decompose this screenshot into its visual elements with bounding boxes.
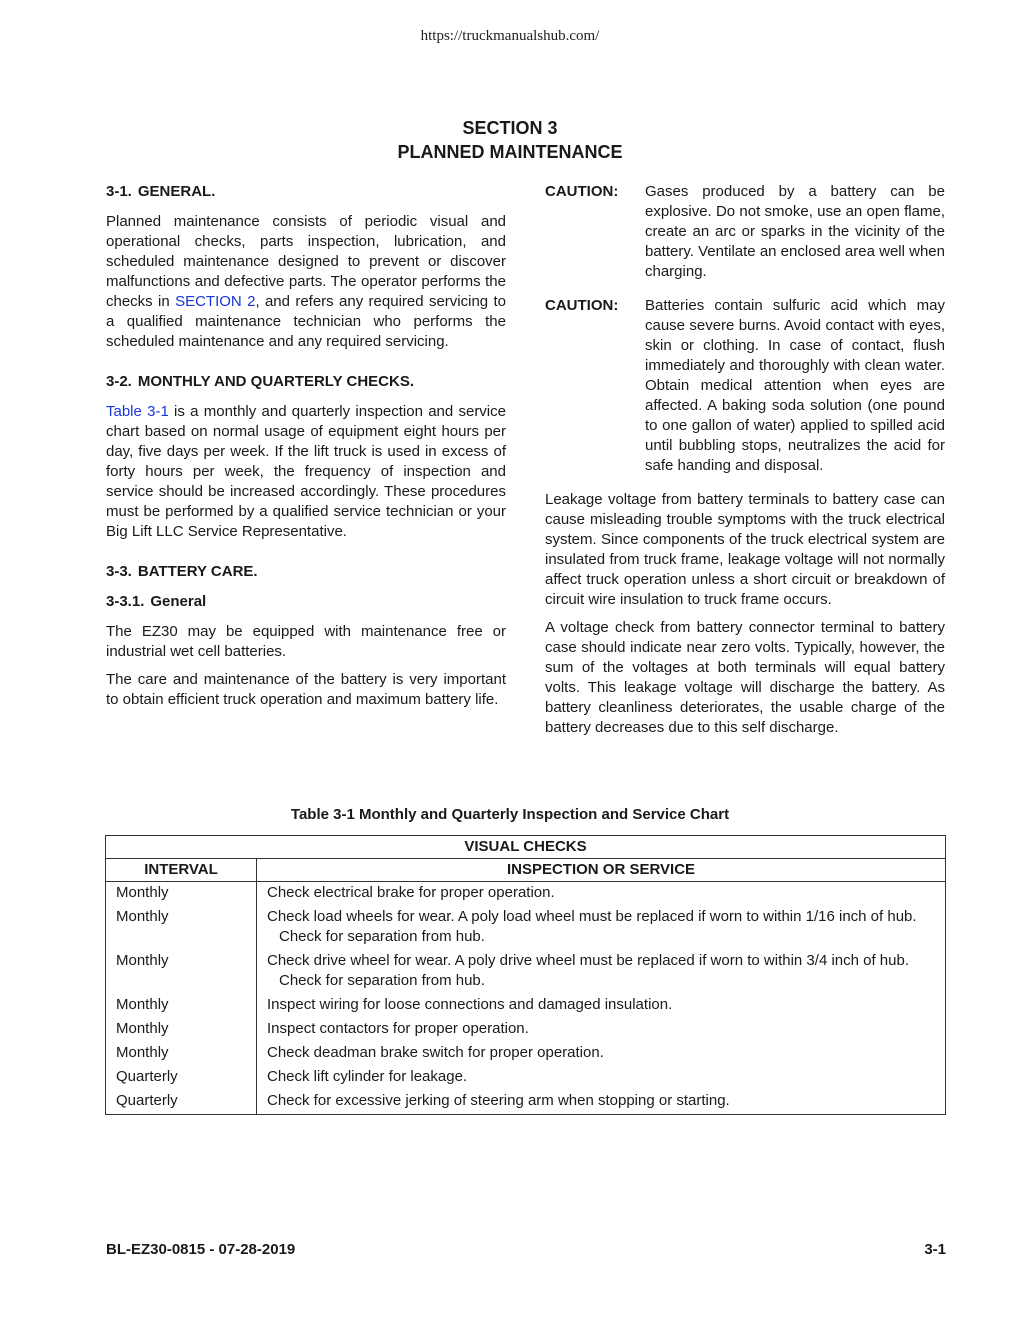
interval-cell: Monthly xyxy=(106,1018,257,1042)
page-number: 3-1 xyxy=(924,1241,946,1258)
interval-cell: Quarterly xyxy=(106,1066,257,1090)
right-column xyxy=(545,182,945,746)
inspection-service-table xyxy=(105,835,946,1115)
table-body xyxy=(106,882,946,1115)
service-cell xyxy=(257,906,946,950)
general-heading xyxy=(106,182,506,202)
table-row xyxy=(106,906,946,950)
table-row xyxy=(106,1090,946,1115)
caution-gases xyxy=(545,182,945,282)
table-row xyxy=(106,950,946,994)
service-cell xyxy=(257,882,946,907)
interval-cell: Monthly xyxy=(106,906,257,950)
section-number: SECTION 3 xyxy=(462,118,558,138)
battery-title: BATTERY CARE. xyxy=(137,563,258,580)
group-header: VISUAL CHECKS xyxy=(106,836,946,859)
interval-cell: Monthly xyxy=(106,882,257,907)
general-number: 3-1. xyxy=(106,183,132,200)
service-text: Check drive wheel for wear. A poly drive wheel must be replaced if worn to within 3/4 inch of hub. Check for separation from hub. xyxy=(267,952,910,989)
service-cell xyxy=(257,994,946,1018)
table-3-1-link[interactable]: Table 3-1 xyxy=(106,403,169,420)
checks-number: 3-2. xyxy=(106,373,132,390)
caution-acid xyxy=(545,296,945,476)
table-row xyxy=(106,994,946,1018)
section-title: PLANNED MAINTENANCE xyxy=(397,142,623,162)
battery-general-number: 3-3.1. xyxy=(106,593,145,610)
general-text-a: Planned maintenance consists of periodic visual and operational checks, parts inspection, lubrication, and scheduled maintenance designed to prevent or discover malfunctions and defective parts. The operator performs the checks in xyxy=(106,213,506,310)
section-2-link[interactable]: SECTION 2 xyxy=(175,293,256,310)
battery-general-title: General xyxy=(150,593,207,610)
service-column-header: INSPECTION OR SERVICE xyxy=(257,859,946,882)
interval-cell: Monthly xyxy=(106,950,257,994)
table-row xyxy=(106,1042,946,1066)
service-cell xyxy=(257,1066,946,1090)
service-cell xyxy=(257,1018,946,1042)
source-url: https://truckmanualshub.com/ xyxy=(420,28,600,44)
service-text: Check electrical brake for proper operation. xyxy=(267,884,555,901)
table-caption: Table 3-1 Monthly and Quarterly Inspection and Service Chart xyxy=(290,806,730,823)
interval-column-header: INTERVAL xyxy=(106,859,257,882)
checks-title: MONTHLY AND QUARTERLY CHECKS. xyxy=(137,373,415,390)
voltage-check-paragraph: A voltage check from battery connector terminal to battery case should indicate near zero volts. Typically, however, the sum of the voltages at both terminals will equal battery volts. This leakage voltage will discharge the battery. As battery cleanliness deteriorates, the usable charge of the battery decreases due to this self discharge. xyxy=(545,619,945,736)
service-text: Check load wheels for wear. A poly load wheel must be replaced if worn to within 1/16 inch of hub. Check for separation from hub. xyxy=(267,908,917,945)
service-text: Check deadman brake switch for proper operation. xyxy=(267,1044,604,1061)
interval-cell: Quarterly xyxy=(106,1090,257,1115)
caution-text: Gases produced by a battery can be explosive. Do not smoke, use an open flame, create an arc or sparks in the vicinity of the battery. Ventilate an enclosed area well when charging. xyxy=(645,183,945,280)
caution-label: CAUTION: xyxy=(545,183,619,200)
battery-heading xyxy=(106,562,506,582)
checks-paragraph xyxy=(106,402,506,542)
service-text: Inspect wiring for loose connections and damaged insulation. xyxy=(267,996,673,1013)
service-text: Inspect contactors for proper operation. xyxy=(267,1020,529,1037)
caution-label: CAUTION: xyxy=(545,297,619,314)
table-row xyxy=(106,882,946,907)
general-text-b: , and refers any required servicing to a qualified maintenance technician who performs the scheduled maintenance and any required servicing. xyxy=(106,293,506,350)
left-column xyxy=(106,182,506,718)
document-id: BL-EZ30-0815 - 07-28-2019 xyxy=(106,1241,296,1258)
checks-text: is a monthly and quarterly inspection and service chart based on normal usage of equipment eight hours per day, five days per week. If the lift truck is used in excess of forty hours per week, the frequency of inspection and service should be increased accordingly. These procedures must be performed by a qualified service technician or your Big Lift LLC Service Representative. xyxy=(106,403,506,540)
service-cell xyxy=(257,1090,946,1115)
battery-general-heading xyxy=(106,592,506,612)
section-heading xyxy=(0,116,1020,164)
service-text: Check for excessive jerking of steering arm when stopping or starting. xyxy=(267,1092,730,1109)
interval-cell: Monthly xyxy=(106,994,257,1018)
interval-cell: Monthly xyxy=(106,1042,257,1066)
service-cell xyxy=(257,1042,946,1066)
leakage-paragraph: Leakage voltage from battery terminals to battery case can cause misleading trouble symptoms with the truck electrical system. Since components of the truck electrical system are insulated from truck frame, leakage voltage will not normally affect truck operation unless a short circuit or breakdown of circuit wire insulation to truck frame occurs. xyxy=(545,491,945,608)
table-row xyxy=(106,1018,946,1042)
caution-text: Batteries contain sulfuric acid which may cause severe burns. Avoid contact with eyes, skin or clothing. In case of contact, flush immediately and thoroughly with clean water. Obtain medical attention when eyes are affected. A baking soda solution (one pound to one gallon of water) applied to spilled acid until bubbling stops, neutralizes the acid for safe handing and disposal. xyxy=(645,297,945,474)
checks-heading xyxy=(106,372,506,392)
battery-paragraph-2: The care and maintenance of the battery is very important to obtain efficient truck operation and maximum battery life. xyxy=(106,671,506,708)
battery-number: 3-3. xyxy=(106,563,132,580)
table-row xyxy=(106,1066,946,1090)
general-paragraph xyxy=(106,212,506,352)
service-text: Check lift cylinder for leakage. xyxy=(267,1068,468,1085)
service-cell xyxy=(257,950,946,994)
battery-paragraph-1: The EZ30 may be equipped with maintenance free or industrial wet cell batteries. xyxy=(106,623,506,660)
general-title: GENERAL. xyxy=(137,183,216,200)
